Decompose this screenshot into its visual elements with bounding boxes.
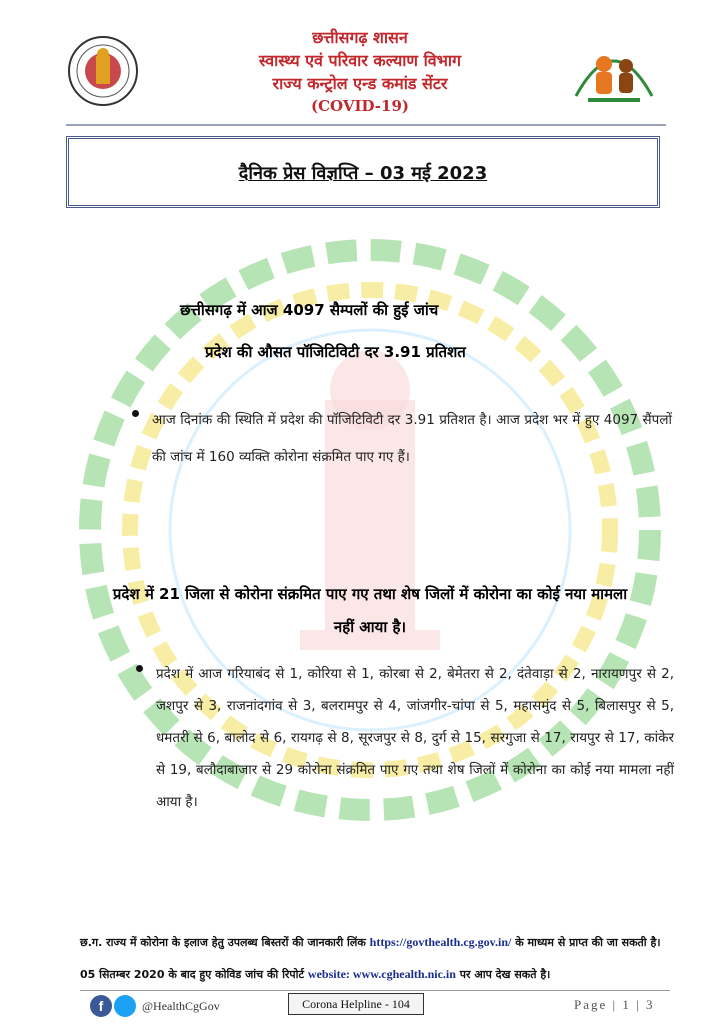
footer-report-note: 05 सितम्बर 2020 के बाद हुए कोविड जांच की रिपोर्ट website: www.cghealth.nic.in पर आप देख सकते है। [80,967,551,981]
paragraph-district-cases: प्रदेश में आज गरियाबंद से 1, कोरिया से 1, कोरबा से 2, बेमेतरा से 2, दंतेवाड़ा से 2, नारायणपुर से 2, जशपुर से 3, राजनांदगांव से 3, बलरामपुर से 4, जांजगीर-चांपा से 5, महासमुंद से 5, बिलासपुर से 5, धमतरी से 6, बालोद से 6, रायगढ़ से 8, सूरजपुर से 8, दुर्ग से 15, सरगुजा से 17, रायपुर से 17, कांकेर से 19, बलौदाबाजार से 29 कोरोना संक्रमित पाए गए तथा शेष जिलों में कोरोना का कोई नया मामला नहीं आया है। [156,666,674,810]
header-department: स्वास्थ्य एवं परिवार कल्याण विभाग [258,51,462,70]
headline-samples: छत्तीसगढ़ में आज 4097 सैम्पलों की हुई जांच [180,301,439,319]
facebook-icon[interactable]: f [90,995,112,1017]
footer-beds-note: छ.ग. राज्य में कोरोना के इलाज हेतु उपलब्ध बिस्तरों की जानकारी लिंक https://govthealth.cg.gov.in/ के माध्यम से प्राप्त की जा सकती है। [80,935,661,949]
headline-positivity: प्रदेश की औसत पॉजिटिविटी दर 3.91 प्रतिशत [205,343,466,361]
helpline-box: Corona Helpline - 104 [288,993,424,1015]
govthealth-link[interactable]: https://govthealth.cg.gov.in/ [369,935,512,949]
press-release-title: दैनिक प्रेस विज्ञप्ति – 03 मई 2023 [238,163,488,184]
header-covid: (COVID-19) [311,97,409,115]
paragraph-positivity: आज दिनांक की स्थिति में प्रदेश की पॉजिटिविटी दर 3.91 प्रतिशत है। आज प्रदेश भर में हुए 4097 सैंपलों की जांच में 160 व्यक्ति कोरोना संक्रमित पाए गए हैं। [152,412,672,465]
cghealth-link[interactable]: website: www.cghealth.nic.in [307,967,456,981]
social-handle: @HealthCgGov [142,999,220,1013]
twitter-icon[interactable] [114,995,136,1017]
headline-districts: प्रदेश में 21 जिला से कोरोना संक्रमित पाए गए तथा शेष जिलों में कोरोना का कोई नया मामला नहीं आया है। [112,585,628,636]
bullet-icon [132,410,139,417]
footer-divider [80,990,670,991]
header-centre: राज्य कन्ट्रोल एन्ड कमांड सेंटर [272,74,448,93]
bullet-icon [136,665,143,672]
header-government: छत्तीसगढ़ शासन [312,28,408,47]
page-number: Page | 1 | 3 [574,997,655,1012]
